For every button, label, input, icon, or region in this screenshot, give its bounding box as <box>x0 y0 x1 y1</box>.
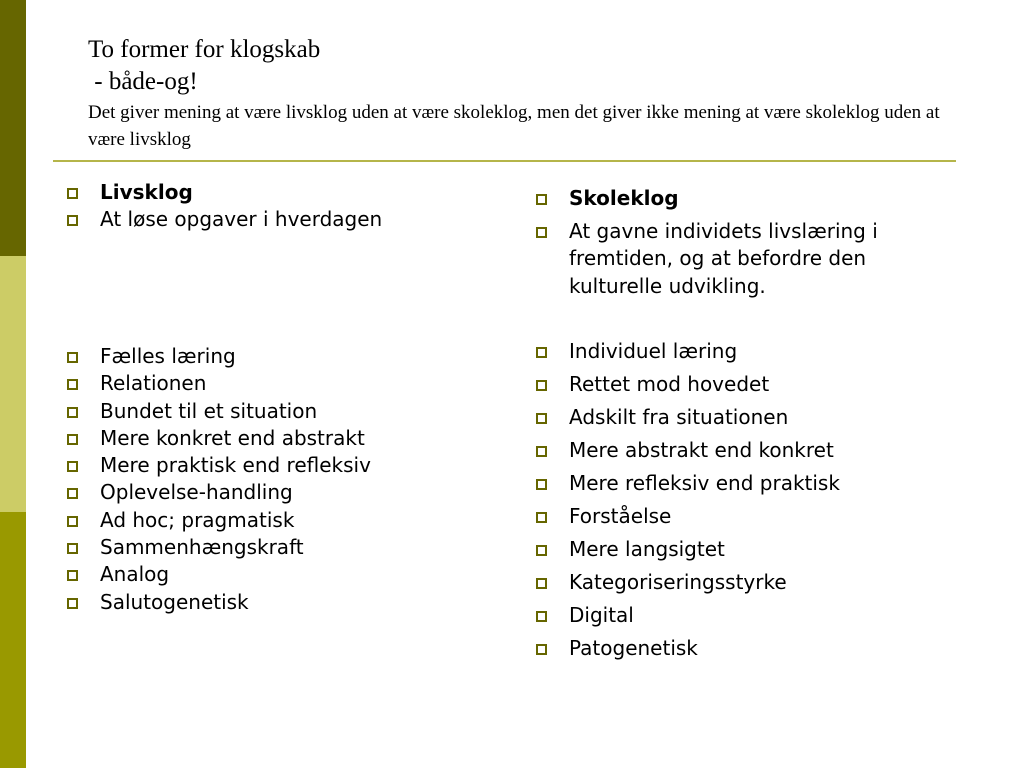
list-item <box>536 218 956 300</box>
hollow-square-bullet-icon <box>536 380 547 391</box>
list-item <box>536 635 956 662</box>
list-item-text: Mere praktisk end refleksiv <box>100 453 371 478</box>
list-item <box>67 452 487 479</box>
left-items-list <box>67 343 487 616</box>
left-stripe-middle <box>0 256 26 512</box>
left-header-list <box>67 179 487 234</box>
list-item <box>67 179 487 206</box>
list-item <box>67 398 487 425</box>
list-item-text: Rettet mod hovedet <box>569 371 770 396</box>
list-item <box>67 206 487 233</box>
list-item-text: Kategoriseringsstyrke <box>569 569 787 594</box>
title-line-1: To former for klogskab <box>88 36 321 63</box>
list-item-text: Mere langsigtet <box>569 536 725 561</box>
hollow-square-bullet-icon <box>536 413 547 424</box>
list-item <box>536 371 956 398</box>
hollow-square-bullet-icon <box>67 352 78 363</box>
list-item-text: Salutogenetisk <box>100 589 249 614</box>
hollow-square-bullet-icon <box>536 446 547 457</box>
list-item <box>536 338 956 365</box>
hollow-square-bullet-icon <box>67 215 78 226</box>
list-item <box>536 470 956 497</box>
list-item-text: Relationen <box>100 371 207 396</box>
hollow-square-bullet-icon <box>536 644 547 655</box>
list-item <box>67 479 487 506</box>
list-item <box>536 503 956 530</box>
hollow-square-bullet-icon <box>67 379 78 390</box>
list-item-text: Ad hoc; pragmatisk <box>100 507 295 532</box>
hollow-square-bullet-icon <box>67 598 78 609</box>
hollow-square-bullet-icon <box>67 434 78 445</box>
hollow-square-bullet-icon <box>67 488 78 499</box>
list-item <box>67 507 487 534</box>
list-item-text: Patogenetisk <box>569 635 698 660</box>
list-item-text: Mere konkret end abstrakt <box>100 425 365 450</box>
list-item <box>67 534 487 561</box>
hollow-square-bullet-icon <box>67 407 78 418</box>
list-item-text: Sammenhængskraft <box>100 535 304 560</box>
hollow-square-bullet-icon <box>67 516 78 527</box>
list-item <box>536 404 956 431</box>
list-item <box>67 343 487 370</box>
list-item <box>536 602 956 629</box>
hollow-square-bullet-icon <box>536 347 547 358</box>
list-item <box>67 425 487 452</box>
list-item <box>67 589 487 616</box>
title-description: Det giver mening at være livsklog uden at være skoleklog, men det giver ikke mening at være skoleklog uden at være livsklog <box>88 102 940 150</box>
list-item <box>536 185 956 212</box>
list-item-text: Bundet til et situation <box>100 398 318 423</box>
hollow-square-bullet-icon <box>536 611 547 622</box>
title-line-2: - både-og! <box>88 68 198 95</box>
list-item-text: Adskilt fra situationen <box>569 404 789 429</box>
hollow-square-bullet-icon <box>67 570 78 581</box>
left-stripe-top <box>0 0 26 256</box>
hollow-square-bullet-icon <box>67 188 78 199</box>
list-item-text: Oplevelse-handling <box>100 480 293 505</box>
hollow-square-bullet-icon <box>536 512 547 523</box>
hollow-square-bullet-icon <box>536 479 547 490</box>
slide-title <box>88 34 948 153</box>
hollow-square-bullet-icon <box>536 227 547 238</box>
hollow-square-bullet-icon <box>536 578 547 589</box>
left-heading: Livsklog <box>100 180 193 204</box>
list-item-text: Digital <box>569 602 634 627</box>
right-heading: Skoleklog <box>569 186 679 210</box>
title-divider <box>53 160 956 162</box>
list-item-text: Analog <box>100 562 170 587</box>
hollow-square-bullet-icon <box>67 461 78 472</box>
right-purpose: At gavne individets livslæring i fremtiden, og at befordre den kulturelle udvikling. <box>569 218 878 298</box>
hollow-square-bullet-icon <box>536 545 547 556</box>
list-item-text: Fælles læring <box>100 344 236 368</box>
list-item <box>67 370 487 397</box>
list-item <box>536 536 956 563</box>
hollow-square-bullet-icon <box>536 194 547 205</box>
list-item-text: Forståelse <box>569 503 672 528</box>
hollow-square-bullet-icon <box>67 543 78 554</box>
list-item-text: Individuel læring <box>569 339 738 363</box>
left-purpose: At løse opgaver i hverdagen <box>100 207 383 232</box>
right-header-list <box>536 185 956 306</box>
list-item <box>536 569 956 596</box>
list-item <box>67 561 487 588</box>
list-item-text: Mere abstrakt end konkret <box>569 437 834 462</box>
list-item <box>536 437 956 464</box>
left-stripe-bottom <box>0 512 26 768</box>
right-items-list <box>536 338 956 668</box>
list-item-text: Mere refleksiv end praktisk <box>569 470 840 495</box>
